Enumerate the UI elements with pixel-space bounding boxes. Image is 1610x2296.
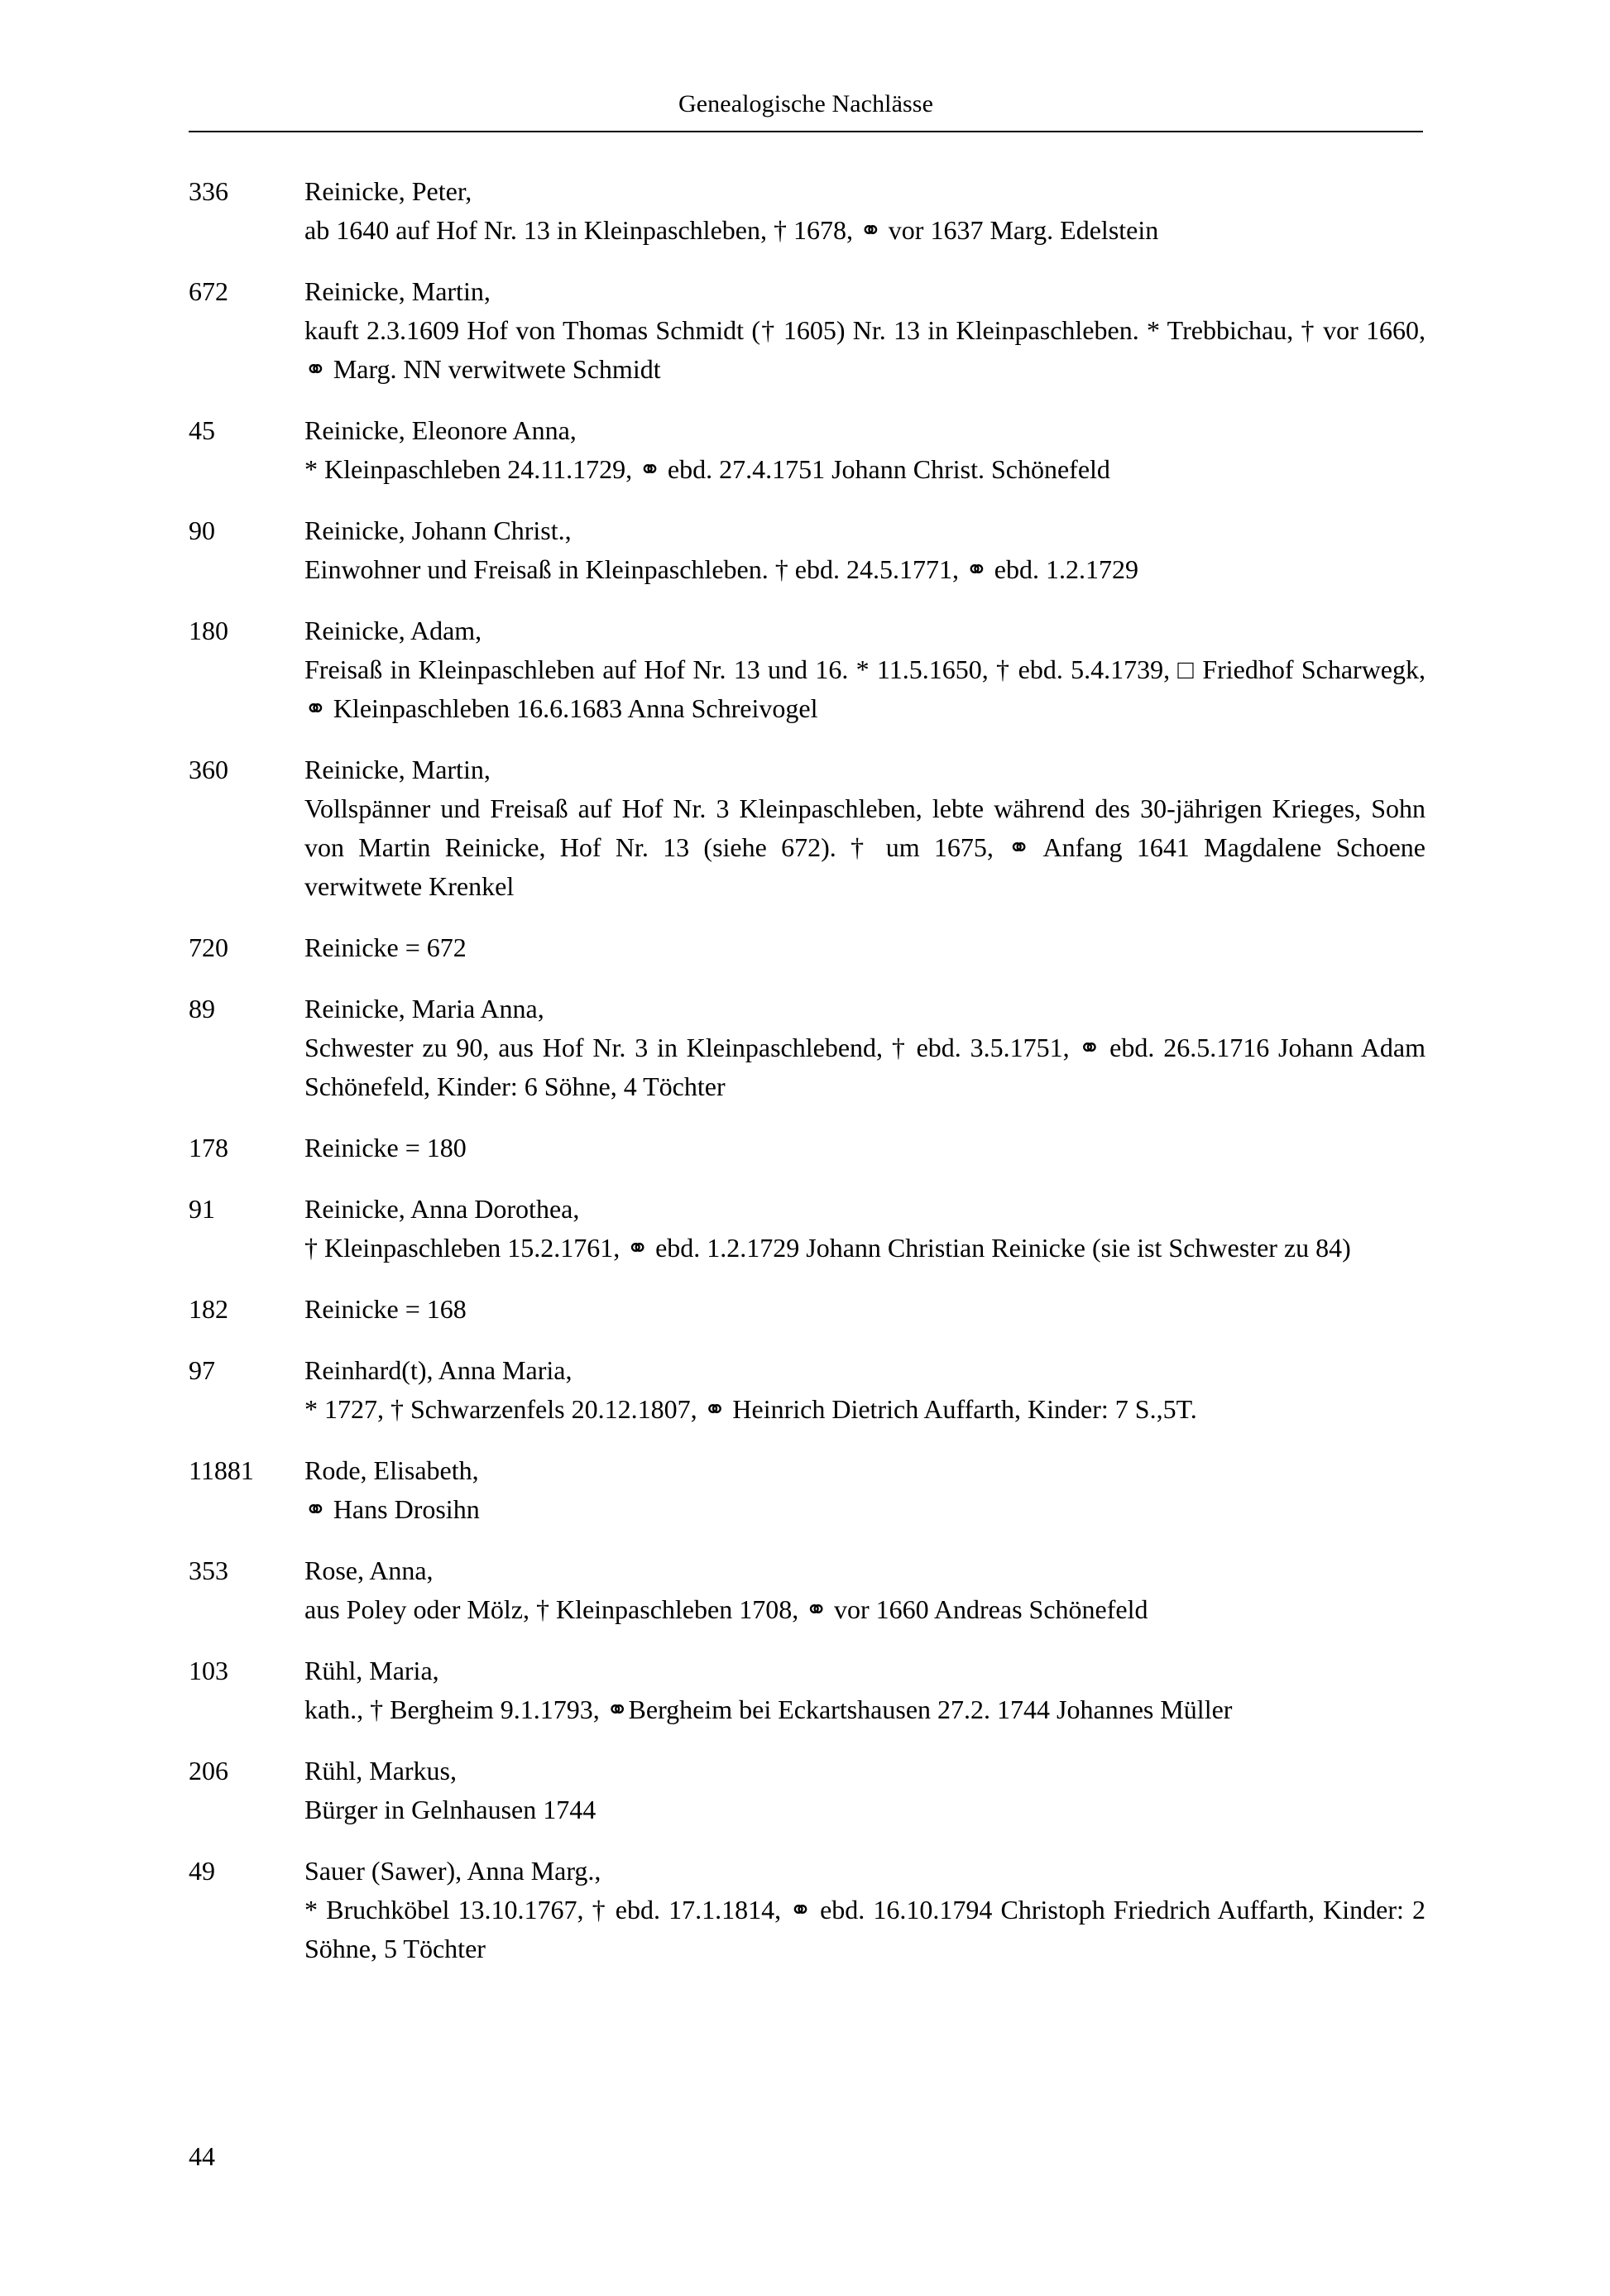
entry-body <box>304 990 1432 1106</box>
entry-detail: ab 1640 auf Hof Nr. 13 in Kleinpaschleben, † 1678, ⚭ vor 1637 Marg. Edelstein <box>304 215 1159 245</box>
entry-detail: Einwohner und Freisaß in Kleinpaschleben. † ebd. 24.5.1771, ⚭ ebd. 1.2.1729 <box>304 554 1138 584</box>
entry-number: 97 <box>189 1355 215 1385</box>
entry-headword: Reinicke, Eleonore Anna, <box>304 415 577 445</box>
entry-body <box>304 928 1426 967</box>
entry-number: 103 <box>189 1656 228 1685</box>
entry-number: 360 <box>189 755 228 784</box>
entry-number: 353 <box>189 1555 228 1585</box>
entry-detail: Bürger in Gelnhausen 1744 <box>304 1795 597 1824</box>
entry-detail: ⚭ Hans Drosihn <box>304 1494 480 1524</box>
entry-detail: Vollspänner und Freisaß auf Hof Nr. 3 Kleinpaschleben, lebte während des 30-jährigen Krieges, Sohn von Martin Reinicke, Hof Nr. 13 (siehe 672). † um 1675, ⚭ Anfang 1641 Magdalene Schoene verwitwete Krenkel <box>304 793 1432 901</box>
entry-body <box>304 1190 1426 1268</box>
entry-body <box>304 172 1426 250</box>
entry-number: 336 <box>189 176 228 206</box>
entry-number: 206 <box>189 1756 228 1786</box>
entry-body <box>304 272 1432 389</box>
genealogy-entry <box>189 411 1426 489</box>
genealogy-entry <box>189 1351 1426 1429</box>
entry-number: 720 <box>189 932 228 962</box>
entry-number: 178 <box>189 1133 228 1162</box>
entry-number: 49 <box>189 1856 215 1886</box>
entry-body <box>304 411 1426 489</box>
entry-body <box>304 1852 1432 1968</box>
entry-detail: † Kleinpaschleben 15.2.1761, ⚭ ebd. 1.2.1729 Johann Christian Reinicke (sie ist Schwester zu 84) <box>304 1233 1351 1263</box>
entry-number: 182 <box>189 1294 228 1324</box>
genealogy-entry <box>189 1290 1426 1329</box>
entry-detail: aus Poley oder Mölz, † Kleinpaschleben 1708, ⚭ vor 1660 Andreas Schönefeld <box>304 1594 1148 1624</box>
entry-headword: Reinicke, Martin, <box>304 755 491 784</box>
entry-headword: Reinicke, Johann Christ., <box>304 515 572 545</box>
entry-body <box>304 1451 1426 1529</box>
entry-number: 672 <box>189 276 228 306</box>
entry-body <box>304 511 1426 589</box>
genealogy-entry <box>189 172 1426 250</box>
genealogy-entry <box>189 511 1426 589</box>
genealogy-entry <box>189 611 1432 728</box>
entry-headword: Reinicke = 672 <box>304 932 467 962</box>
genealogy-entry <box>189 272 1432 389</box>
entry-headword: Rode, Elisabeth, <box>304 1455 479 1485</box>
entry-number: 45 <box>189 415 215 445</box>
entry-number: 91 <box>189 1194 215 1224</box>
entry-body <box>304 1351 1426 1429</box>
entry-body <box>304 1129 1426 1167</box>
genealogy-entry <box>189 1651 1426 1729</box>
entry-body <box>304 611 1432 728</box>
entry-detail: Schwester zu 90, aus Hof Nr. 3 in Kleinpaschlebend, † ebd. 3.5.1751, ⚭ ebd. 26.5.1716 Johann Adam Schönefeld, Kinder: 6 Söhne, 4 Töchter <box>304 1033 1432 1101</box>
genealogy-entry <box>189 1752 1426 1829</box>
entry-headword: Reinicke, Martin, <box>304 276 491 306</box>
genealogy-entry <box>189 1129 1426 1167</box>
genealogy-entry <box>189 1551 1426 1629</box>
entry-headword: Reinicke = 180 <box>304 1133 467 1162</box>
entry-detail: * Kleinpaschleben 24.11.1729, ⚭ ebd. 27.4.1751 Johann Christ. Schönefeld <box>304 454 1110 484</box>
page-number: 44 <box>189 2141 215 2171</box>
entry-body <box>304 1551 1426 1629</box>
entry-headword: Reinicke, Peter, <box>304 176 472 206</box>
genealogy-entry <box>189 1852 1432 1968</box>
genealogy-entry <box>189 990 1432 1106</box>
entry-number: 89 <box>189 994 215 1023</box>
genealogy-entry <box>189 750 1432 906</box>
entry-number: 90 <box>189 515 215 545</box>
entry-headword: Rose, Anna, <box>304 1555 434 1585</box>
running-head: Genealogische Nachlässe <box>678 90 933 117</box>
entry-headword: Reinicke, Adam, <box>304 616 482 645</box>
entry-headword: Reinhard(t), Anna Maria, <box>304 1355 573 1385</box>
entry-body <box>304 1651 1426 1729</box>
entry-detail: kauft 2.3.1609 Hof von Thomas Schmidt († 1605) Nr. 13 in Kleinpaschleben. * Trebbichau, † vor 1660, ⚭ Marg. NN verwitwete Schmidt <box>304 315 1432 384</box>
entry-headword: Reinicke = 168 <box>304 1294 467 1324</box>
entry-body <box>304 1290 1426 1329</box>
entry-detail: * 1727, † Schwarzenfels 20.12.1807, ⚭ Heinrich Dietrich Auffarth, Kinder: 7 S.,5T. <box>304 1394 1197 1424</box>
entry-detail: * Bruchköbel 13.10.1767, † ebd. 17.1.1814, ⚭ ebd. 16.10.1794 Christoph Friedrich Auffarth, Kinder: 2 Söhne, 5 Töchter <box>304 1895 1432 1963</box>
genealogy-entry-list <box>189 172 1432 1991</box>
entry-headword: Reinicke, Maria Anna, <box>304 994 544 1023</box>
entry-number: 11881 <box>189 1455 254 1485</box>
entry-headword: Sauer (Sawer), Anna Marg., <box>304 1856 601 1886</box>
genealogy-entry <box>189 928 1426 967</box>
entry-body <box>304 1752 1426 1829</box>
entry-headword: Rühl, Maria, <box>304 1656 439 1685</box>
entry-detail: Freisaß in Kleinpaschleben auf Hof Nr. 13 und 16. * 11.5.1650, † ebd. 5.4.1739, □ Friedhof Scharwegk, ⚭ Kleinpaschleben 16.6.1683 Anna Schreivogel <box>304 654 1432 723</box>
header-rule <box>189 131 1423 132</box>
genealogy-entry <box>189 1451 1426 1529</box>
entry-headword: Reinicke, Anna Dorothea, <box>304 1194 580 1224</box>
entry-headword: Rühl, Markus, <box>304 1756 457 1786</box>
entry-body <box>304 750 1432 906</box>
entry-detail: kath., † Bergheim 9.1.1793, ⚭Bergheim bei Eckartshausen 27.2. 1744 Johannes Müller <box>304 1694 1233 1724</box>
genealogy-entry <box>189 1190 1426 1268</box>
entry-number: 180 <box>189 616 228 645</box>
